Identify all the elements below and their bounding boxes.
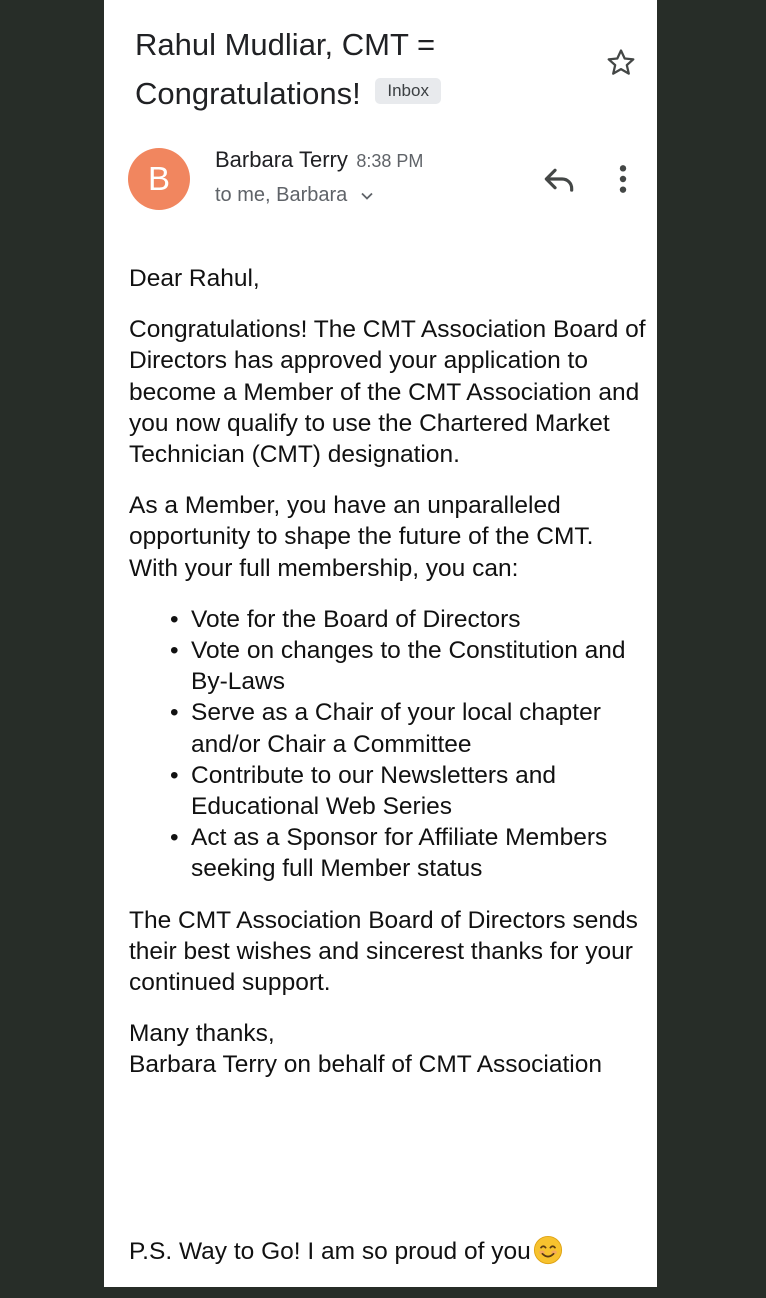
list-item: • Vote for the Board of Directors — [189, 604, 649, 635]
email-subject — [135, 20, 595, 118]
star-icon[interactable] — [604, 46, 638, 80]
list-item: • Act as a Sponsor for Affiliate Members seeking full Member status — [189, 822, 649, 884]
reply-icon[interactable] — [540, 160, 578, 198]
signature: Barbara Terry on behalf of CMT Association — [129, 1051, 603, 1079]
smiling-face-emoji-icon — [533, 1235, 563, 1265]
postscript — [129, 1235, 563, 1267]
subject-line-1: Rahul Mudliar, CMT = — [135, 27, 436, 62]
email-view — [104, 0, 657, 1287]
greeting: Dear Rahul, — [129, 265, 260, 292]
list-item: • Serve as a Chair of your local chapter and/or Chair a Committee — [189, 697, 649, 759]
subject-line-2: Congratulations! — [135, 76, 361, 111]
closing: Many thanks, — [129, 1020, 275, 1048]
body-paragraph-3: The CMT Association Board of Directors sends their best wishes and sincerest thanks for your continued support. — [129, 906, 638, 997]
inbox-label-badge[interactable]: Inbox — [375, 78, 441, 104]
list-item: • Contribute to our Newsletters and Educational Web Series — [189, 760, 649, 822]
sender-name[interactable]: Barbara Terry — [215, 147, 348, 172]
body-paragraph-2: As a Member, you have an unparalleled opportunity to shape the future of the CMT. With your full membership, you can: — [129, 492, 594, 582]
sent-time: 8:38 PM — [356, 151, 424, 171]
more-vert-icon[interactable] — [607, 160, 639, 198]
email-body — [129, 263, 649, 1081]
chevron-down-icon[interactable] — [359, 188, 375, 204]
sender-info — [215, 147, 423, 173]
postscript-text: P.S. Way to Go! I am so proud of you — [129, 1238, 531, 1265]
membership-benefits-list — [129, 604, 649, 885]
list-item: • Vote on changes to the Constitution and By-Laws — [189, 635, 649, 697]
body-paragraph-1: Congratulations! The CMT Association Board of Directors has approved your application to become a Member of the CMT Association and you now qualify to use the Chartered Market Technician (CMT) designation. — [129, 316, 646, 469]
recipients-text: to me, Barbara — [215, 184, 348, 206]
recipients-toggle[interactable] — [215, 184, 375, 207]
sender-avatar[interactable]: B — [128, 148, 190, 210]
